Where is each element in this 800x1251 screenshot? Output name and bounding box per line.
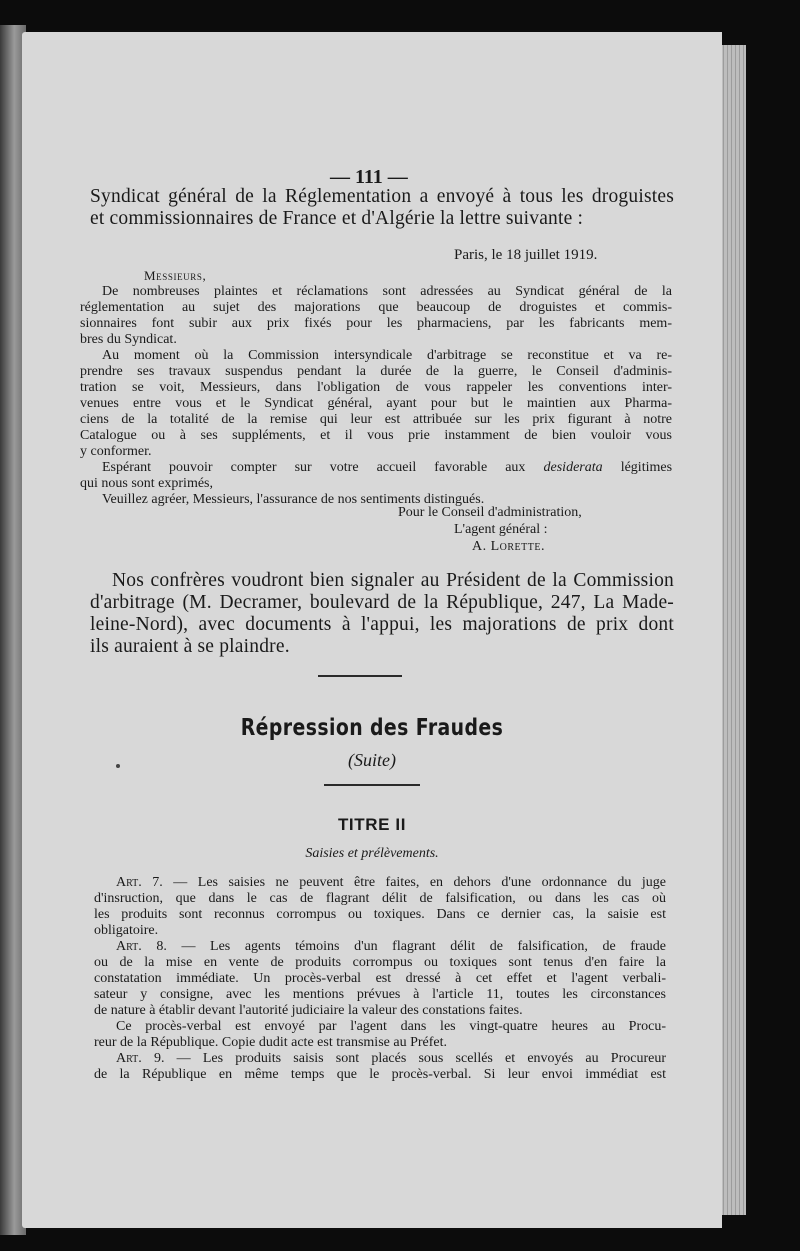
letter-line: ciens de la totalité de la remise qui leur est attribuée sur les prix figurant à notre	[80, 412, 672, 427]
letter-line: Au moment où la Commission intersyndicale d'arbitrage se reconstitue et va re-	[102, 348, 672, 363]
letter-line: De nombreuses plaintes et réclamations sont adressées au Syndicat général de la	[102, 284, 672, 299]
titre-subtitle: Saisies et prélèvements.	[305, 846, 439, 861]
article-line: de nature à établir devant l'autorité judiciaire la valeur des constations faites.	[94, 1003, 523, 1018]
letter-italic-term: desiderata	[543, 460, 603, 475]
letter-line: Veuillez agréer, Messieurs, l'assurance de nos sentiments distingués.	[102, 492, 485, 507]
letter-line: Catalogue ou à ses suppléments, et il vous prie instamment de bien vouloir vous	[80, 428, 672, 443]
document-page	[22, 32, 722, 1228]
article-text: — Les saisies ne peuvent être faites, en dehors d'une ordonnance du juge	[162, 875, 666, 890]
note-line: d'arbitrage (M. Decramer, boulevard de la République, 247, La Made-	[90, 592, 674, 613]
letter-line: venues entre vous et le Syndicat général, ayant pour but le maintien aux Pharma-	[80, 396, 672, 411]
note-paragraph	[90, 570, 674, 658]
intro-line: Syndicat général de la Réglementation a envoyé à tous les droguistes	[90, 186, 674, 207]
signature-line: Pour le Conseil d'administration,	[398, 505, 582, 520]
articles-body	[94, 875, 666, 1083]
article-line: sateur y consigne, avec les mentions prévues à l'article 11, toutes les circonstances	[94, 987, 666, 1002]
article-line: ou de la mise en vente de produits corrompus ou toxiques sont tenus d'en faire la	[94, 955, 666, 970]
letter-line: sionnaires font subir aux prix fixés pour les pharmaciens, par les fabricants mem-	[80, 316, 672, 331]
page-number: — 111 —	[330, 166, 408, 188]
article-line	[94, 875, 666, 891]
article-line	[94, 1051, 666, 1067]
article-line: Ce procès-verbal est envoyé par l'agent dans les vingt-quatre heures au Procu-	[116, 1019, 666, 1034]
letter-date: Paris, le 18 juillet 1919.	[454, 247, 598, 263]
section-title: Répression des Fraudes	[240, 715, 504, 741]
letter-line: qui nous sont exprimés,	[80, 476, 213, 491]
letter-salutation: Messieurs,	[144, 268, 207, 283]
letter-signature	[398, 504, 582, 555]
article-line: reur de la République. Copie dudit acte est transmise au Préfet.	[94, 1035, 448, 1050]
article-line: les produits sont reconnus corrompus ou toxiques. Dans ce dernier cas, la saisie est	[94, 907, 666, 922]
letter-line: y conformer.	[80, 444, 152, 459]
article-label: Art. 7.	[116, 875, 163, 890]
note-line: ils auraient à se plaindre.	[90, 636, 290, 657]
intro-line: et commissionnaires de France et d'Algérie la lettre suivante :	[90, 208, 584, 229]
signature-name: A. Lorette.	[472, 539, 545, 554]
page-stack-edges	[720, 45, 746, 1215]
signature-line: L'agent général :	[454, 522, 548, 537]
letter-line: bres du Syndicat.	[80, 332, 177, 347]
article-line: constatation immédiate. Un procès-verbal est dressé à cet effet et l'agent verbali-	[94, 971, 666, 986]
separator-rule	[318, 675, 402, 677]
note-line: Nos confrères voudront bien signaler au Président de la Commission	[112, 570, 674, 591]
article-label: Art. 9.	[116, 1051, 165, 1066]
letter-line: réglementation au sujet des majorations que beaucoup de droguistes et commis-	[80, 300, 672, 315]
note-line: leine-Nord), avec documents à l'appui, les majorations de prix dont	[90, 614, 674, 635]
letter-text: légitimes	[620, 460, 673, 475]
article-line	[94, 939, 666, 955]
separator-rule	[324, 784, 420, 786]
letter-body	[80, 284, 672, 508]
article-line: d'insruction, que dans le cas de flagrant délit de falsification, ou dans les cas où	[94, 891, 666, 906]
letter-line	[80, 460, 672, 476]
titre-heading: TITRE II	[337, 815, 407, 834]
section-subtitle: (Suite)	[348, 750, 396, 770]
letter-text: Espérant pouvoir compter sur votre accueil favorable aux	[102, 460, 526, 475]
intro-paragraph	[90, 186, 674, 230]
article-line: obligatoire.	[94, 923, 159, 938]
article-label: Art. 8.	[116, 939, 167, 954]
article-text: — Les agents témoins d'un flagrant délit de falsification, de fraude	[166, 939, 666, 954]
article-text: — Les produits saisis sont placés sous scellés et envoyés au Procureur	[164, 1051, 666, 1066]
article-line: de la République en même temps que le procès-verbal. Si leur envoi immédiat est	[94, 1067, 666, 1082]
letter-line: tration se voit, Messieurs, dans l'obligation de vous rappeler les conventions inter-	[80, 380, 672, 395]
letter-line: prendre ses travaux suspendus pendant la durée de la guerre, le Conseil d'adminis-	[80, 364, 672, 379]
